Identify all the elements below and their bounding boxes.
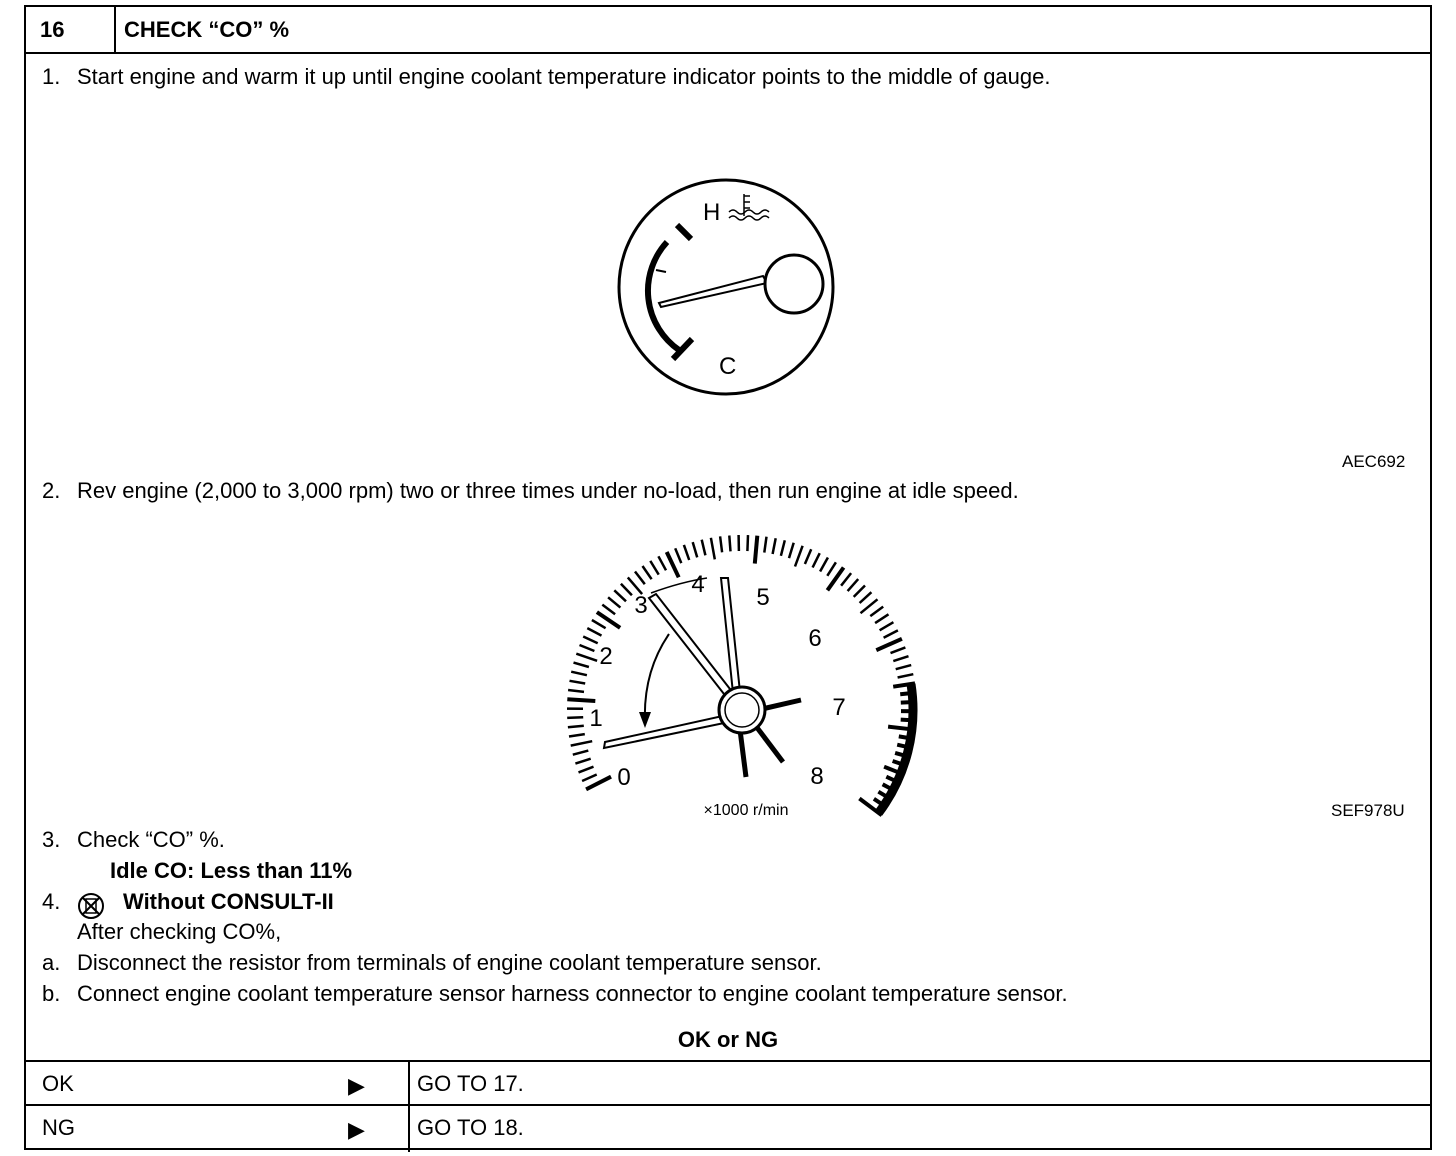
tach-tick (755, 536, 758, 564)
tach-tick (684, 545, 689, 560)
tach-number-5: 5 (756, 584, 770, 611)
tach-tick (643, 566, 652, 579)
coolant-temp-gauge-figure (611, 172, 841, 402)
tach-tick (580, 645, 595, 651)
result-column-divider (408, 1060, 410, 1152)
tach-tick (898, 674, 914, 677)
step-1-number: 1. (42, 64, 61, 89)
tach-tick (667, 552, 679, 577)
tach-tick (573, 751, 589, 755)
tach-tick (583, 637, 598, 644)
tach-tick (720, 536, 722, 552)
tach-tick (592, 620, 606, 628)
step-4-title: Without CONSULT-II (123, 889, 334, 914)
step-1-text: Start engine and warm it up until engine coolant temperature indicator points to the middle of gauge. (77, 64, 1051, 89)
tach-tick (893, 656, 908, 661)
result-divider-middle (26, 1104, 1430, 1106)
result-divider-top (26, 1060, 1430, 1062)
arrow-right-icon: ▶ (348, 1073, 365, 1098)
tach-number-7: 7 (832, 694, 846, 721)
tach-tick (693, 542, 698, 557)
tach-return-arrowhead (639, 712, 651, 728)
result-heading: OK or NG (677, 1027, 779, 1052)
tachometer-figure (521, 522, 921, 827)
tach-tick (813, 553, 820, 567)
tach-tick (896, 665, 912, 669)
tach-tick (675, 548, 681, 563)
tach-tick (729, 536, 730, 552)
figure-code-aec692: AEC692 (1342, 452, 1406, 471)
tach-tick (567, 717, 583, 718)
tach-tick (570, 681, 586, 684)
step-header (26, 7, 1430, 54)
tach-number-6: 6 (808, 625, 822, 652)
step-3-text: Check “CO” %. (77, 827, 225, 852)
tach-tick (608, 597, 620, 607)
tach-tick (575, 759, 590, 764)
tach-tick (781, 540, 785, 556)
tach-tick (880, 622, 894, 630)
gauge-cold-label: C (719, 353, 737, 380)
tach-tick (579, 767, 594, 773)
no-consult-icon (76, 891, 108, 921)
tach-tick (574, 663, 589, 667)
tach-number-4: 4 (691, 571, 705, 598)
tach-tick (567, 699, 595, 701)
tach-tick (658, 556, 666, 570)
tach-tick (711, 538, 715, 560)
tach-tick (860, 592, 872, 603)
step-b-letter: b. (42, 981, 61, 1006)
tach-tick (820, 558, 828, 572)
step-a-letter: a. (42, 950, 61, 975)
tach-needle-idle (604, 715, 729, 748)
result-row-ng-label: NG (42, 1115, 75, 1140)
procedure-frame (24, 5, 1432, 1150)
tach-tick (773, 538, 776, 554)
tach-tick (841, 573, 851, 586)
result-row-ok-action: GO TO 17. (417, 1071, 524, 1096)
tach-tick (602, 605, 615, 615)
result-row-ok-label: OK (42, 1071, 74, 1096)
tach-number-1: 1 (589, 705, 603, 732)
step-4-text: After checking CO%, (77, 919, 282, 944)
step-3-spec: Idle CO: Less than 11% (110, 858, 353, 883)
tach-tick (876, 639, 902, 650)
tach-tick (891, 647, 906, 653)
tach-tick (805, 549, 811, 564)
tach-tick (764, 537, 766, 553)
tach-number-0: 0 (617, 764, 631, 791)
step-3-number: 3. (42, 827, 61, 852)
result-row-ng-action: GO TO 18. (417, 1115, 524, 1140)
tach-tick (854, 586, 865, 597)
tach-tick (870, 607, 883, 617)
step-a-text: Disconnect the resistor from terminals of engine coolant temperature sensor. (77, 950, 822, 975)
gauge-hub (765, 255, 823, 313)
tach-tick (827, 562, 836, 576)
tach-tick (576, 654, 597, 661)
step-number: 16 (26, 7, 116, 52)
tach-tick (582, 775, 597, 782)
tach-tick (875, 614, 888, 623)
tach-number-3: 3 (634, 592, 648, 619)
tach-needle-high (721, 578, 740, 693)
tach-tick (884, 630, 898, 637)
tach-number-2: 2 (599, 643, 613, 670)
tach-tick (571, 672, 587, 676)
figure-code-sef978u: SEF978U (1331, 801, 1405, 820)
tach-hub-inner (725, 693, 759, 727)
tach-tick (569, 734, 585, 736)
step-2-number: 2. (42, 478, 61, 503)
tach-tick (614, 590, 626, 601)
tach-tick (587, 628, 601, 636)
tach-tick (568, 690, 584, 692)
tach-tick (650, 561, 658, 575)
tach-tick (635, 572, 645, 585)
step-4-number: 4. (42, 889, 61, 914)
step-b-text: Connect engine coolant temperature sensor harness connector to engine coolant temperature sensor. (77, 981, 1068, 1006)
step-title: CHECK “CO” % (124, 17, 290, 42)
tach-tick (702, 540, 706, 556)
tach-tick (571, 741, 593, 745)
arrow-right-icon: ▶ (348, 1117, 365, 1142)
tach-unit-label: ×1000 r/min (703, 802, 789, 819)
tach-tick (795, 546, 803, 567)
step-2-text: Rev engine (2,000 to 3,000 rpm) two or three times under no-load, then run engine at idle speed. (77, 478, 1019, 503)
tach-return-arrow (645, 634, 669, 722)
tach-tick (621, 584, 632, 596)
tach-tick (848, 579, 859, 591)
tach-tick (568, 726, 584, 728)
tach-tick (747, 535, 748, 551)
tach-tick (789, 543, 794, 558)
tach-number-8: 8 (810, 763, 824, 790)
gauge-hot-label: H (703, 199, 721, 226)
